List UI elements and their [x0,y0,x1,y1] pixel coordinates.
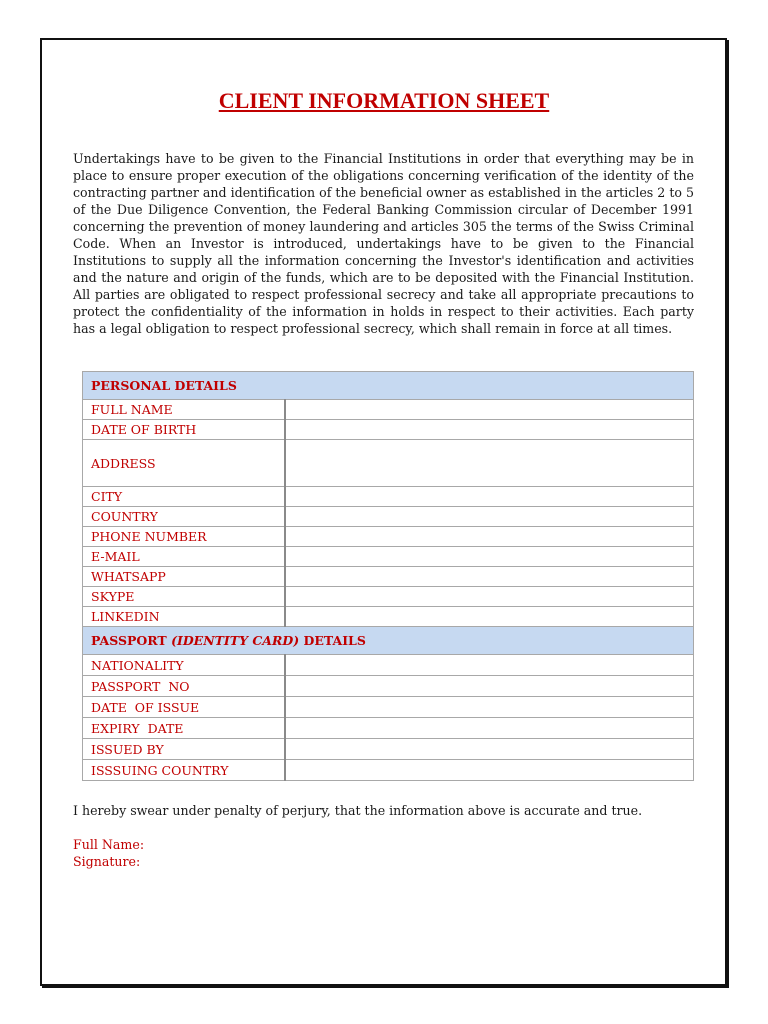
table-row [83,697,694,718]
city-field[interactable] [285,487,694,507]
table-row [83,567,694,587]
section-title-italic: (IDENTITY CARD) [171,633,300,648]
table-row [83,607,694,627]
page-title: CLIENT INFORMATION SHEET [218,88,550,113]
table-row [83,676,694,697]
field-label: DATE OF BIRTH [83,420,286,440]
field-label: LINKEDIN [83,607,286,627]
linkedin-field[interactable] [285,607,694,627]
table-row [83,718,694,739]
section-title-post: DETAILS [299,633,366,648]
nationality-field[interactable] [285,655,694,676]
client-details-table [82,371,694,781]
expiry-date-field[interactable] [285,718,694,739]
email-field[interactable] [285,547,694,567]
field-label: DATE OF ISSUE [83,697,286,718]
intro-paragraph: Undertakings have to be given to the Financial Institutions in order that everything may be in place to ensure proper execution of the obligations concerning verification of the identity of the contracting partner and identification of the beneficial owner as established in the articles 2 to 5 of the Due Diligence Convention, the Federal Banking Commission circular of December 1991 concerning the prevention of money laundering and articles 305 the terms of the Swiss Criminal Code. When an Investor is introduced, undertakings have to be given to the Financial Institutions to supply all the information concerning the Investor's identification and activities and the nature and origin of the funds, which are to be deposited with the Financial Institution. All parties are obligated to respect professional secrecy and take all appropriate precautions to protect the confidentiality of the information in holds in respect to their activities. Each party has a legal obligation to respect professional secrecy, which shall remain in force at all times. [73,151,694,336]
issued-by-field[interactable] [285,739,694,760]
field-label: ADDRESS [83,440,286,487]
field-label: SKYPE [83,587,286,607]
field-label: NATIONALITY [83,655,286,676]
table-row [83,587,694,607]
field-label: WHATSAPP [83,567,286,587]
table-row [83,487,694,507]
full-name-label: Full Name: [73,837,145,852]
section-title-pre: PASSPORT [91,633,172,648]
table-row [83,739,694,760]
table-row [83,507,694,527]
field-label: FULL NAME [83,400,286,420]
field-label: PASSPORT NO [83,676,286,697]
phone-number-field[interactable] [285,527,694,547]
full-name-field[interactable] [285,400,694,420]
country-field[interactable] [285,507,694,527]
whatsapp-field[interactable] [285,567,694,587]
section-title [83,627,694,655]
table-row [83,440,694,487]
field-label: ISSSUING COUNTRY [83,760,286,781]
field-label: COUNTRY [83,507,286,527]
field-label: ISSUED BY [83,739,286,760]
passport-details-header [83,627,694,655]
signature-label: Signature: [73,854,141,869]
field-label: EXPIRY DATE [83,718,286,739]
field-label: E-MAIL [83,547,286,567]
table-row [83,547,694,567]
passport-no-field[interactable] [285,676,694,697]
oath-statement: I hereby swear under penalty of perjury, that the information above is accurate and true. [73,803,643,818]
table-row [83,400,694,420]
table-row [83,655,694,676]
field-label: PHONE NUMBER [83,527,286,547]
section-title: PERSONAL DETAILS [83,372,694,400]
table-row [83,420,694,440]
table-row [83,527,694,547]
date-of-birth-field[interactable] [285,420,694,440]
address-field[interactable] [285,440,694,487]
date-of-issue-field[interactable] [285,697,694,718]
table-row [83,760,694,781]
personal-details-header [83,372,694,400]
field-label: CITY [83,487,286,507]
skype-field[interactable] [285,587,694,607]
issuing-country-field[interactable] [285,760,694,781]
